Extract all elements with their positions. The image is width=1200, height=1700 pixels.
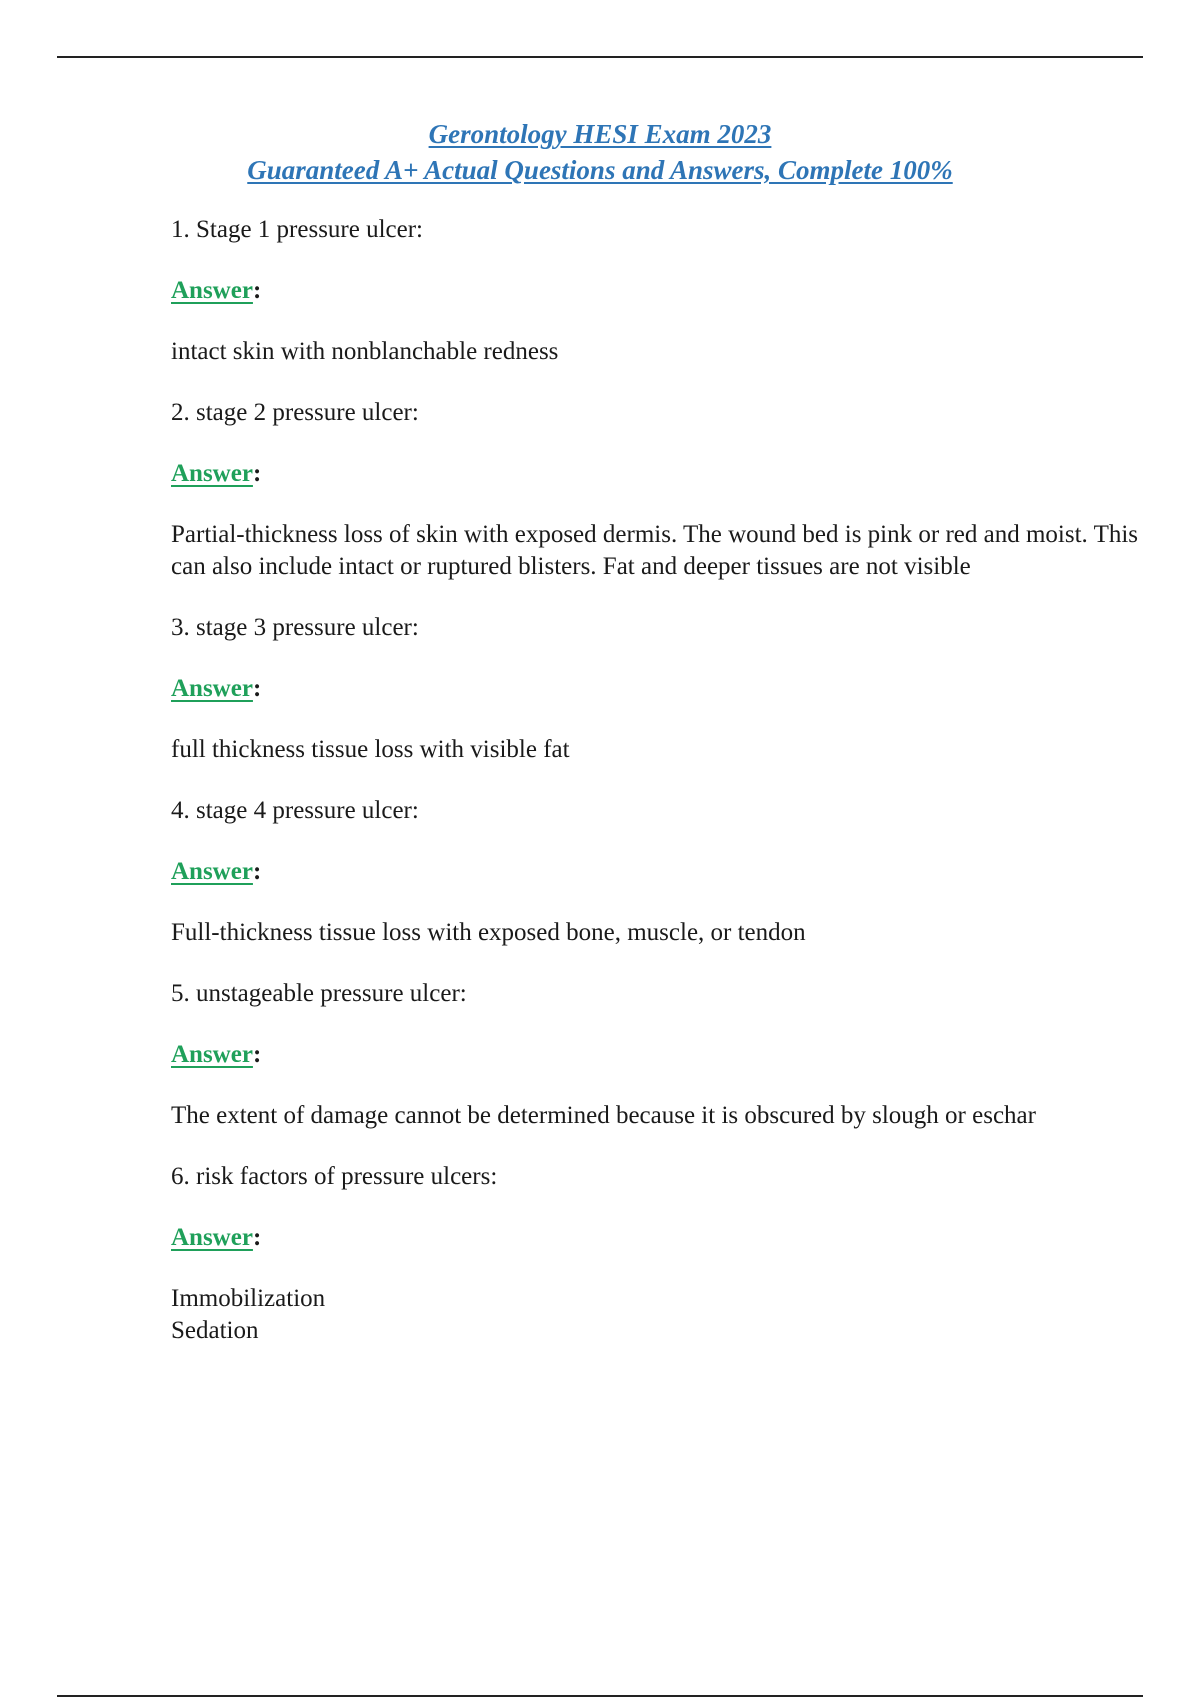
- qa-item: [171, 397, 1161, 583]
- answer-label: Answer:: [171, 277, 262, 304]
- question-text: 4. stage 4 pressure ulcer:: [171, 797, 419, 824]
- title-line-1: Gerontology HESI Exam 2023: [428, 119, 772, 149]
- answer-text: intact skin with nonblanchable redness: [171, 338, 559, 365]
- answer-label: Answer:: [171, 1041, 262, 1068]
- title-line-2: Guaranteed A+ Actual Questions and Answers, Complete 100%: [247, 155, 953, 185]
- answer-text: Full-thickness tissue loss with exposed bone, muscle, or tendon: [171, 919, 806, 946]
- question-text: 6. risk factors of pressure ulcers:: [171, 1163, 498, 1190]
- answer-label: Answer:: [171, 858, 262, 885]
- answer-text: full thickness tissue loss with visible fat: [171, 736, 570, 763]
- question-text: 5. unstageable pressure ulcer:: [171, 980, 467, 1007]
- question-text: 1. Stage 1 pressure ulcer:: [171, 216, 424, 243]
- answer-text: Immobilization Sedation: [171, 1285, 326, 1344]
- qa-item: [171, 1161, 1161, 1347]
- qa-item: [171, 214, 1161, 368]
- answer-text: The extent of damage cannot be determined because it is obscured by slough or eschar: [171, 1102, 1036, 1129]
- qa-item: [171, 612, 1161, 766]
- top-rule: [57, 56, 1143, 58]
- answer-label: Answer:: [171, 1224, 262, 1251]
- bottom-rule: [57, 1695, 1143, 1697]
- answer-label: Answer:: [171, 675, 262, 702]
- question-text: 3. stage 3 pressure ulcer:: [171, 614, 419, 641]
- question-text: 2. stage 2 pressure ulcer:: [171, 399, 419, 426]
- qa-list: [171, 214, 1161, 1376]
- qa-item: [171, 795, 1161, 949]
- document-header: [0, 116, 1200, 188]
- answer-text: Partial-thickness loss of skin with exposed dermis. The wound bed is pink or red and moist. This can also include intact or ruptured blisters. Fat and deeper tissues are not visible: [171, 521, 1139, 580]
- answer-label: Answer:: [171, 460, 262, 487]
- qa-item: [171, 978, 1161, 1132]
